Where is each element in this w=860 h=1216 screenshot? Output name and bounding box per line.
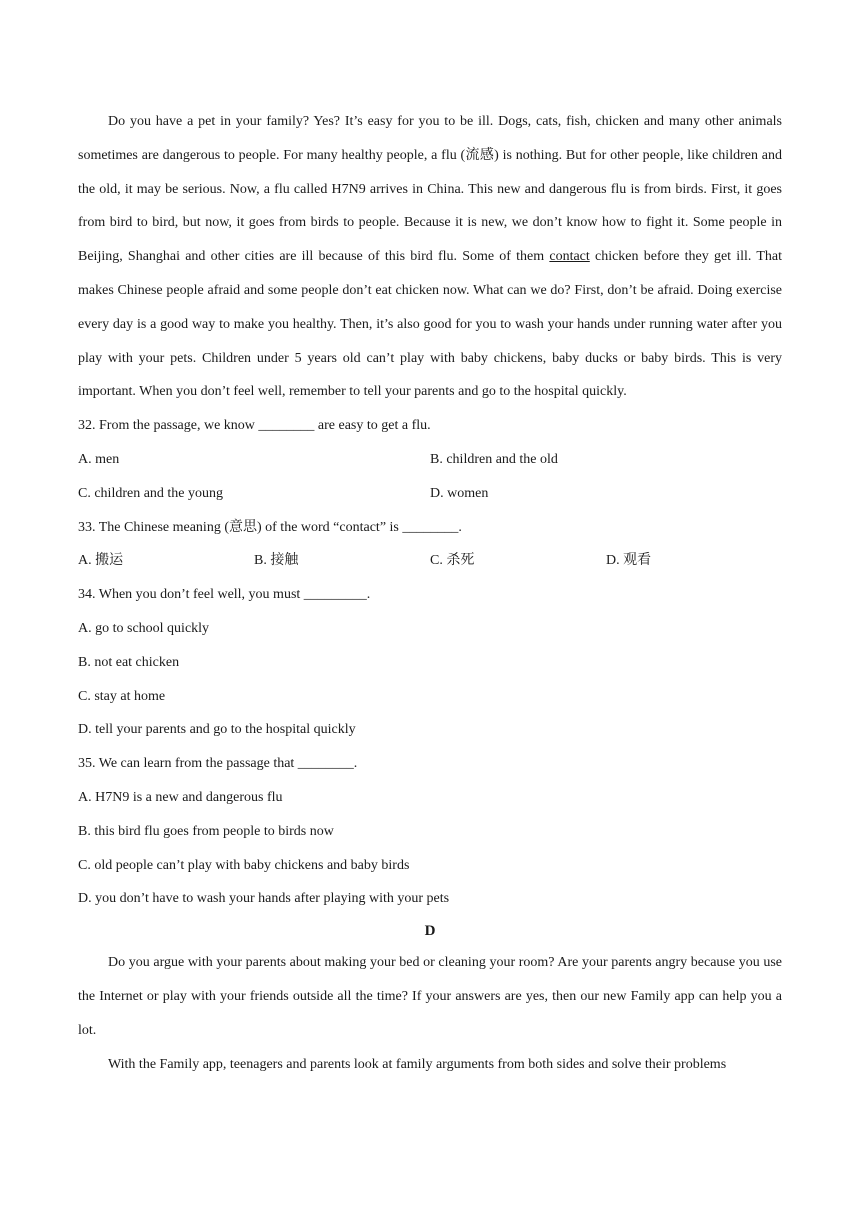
question-33-option-b: B. 接触 — [254, 553, 299, 569]
question-32-stem: 32. From the passage, we know ________ are easy to get a flu. — [78, 418, 431, 434]
question-32-option-c: C. children and the young — [78, 485, 224, 501]
passage-c-text-part2: chicken before they get ill. That makes Chinese people afraid and some people don’t eat chicken now. What can we do? First, don’t be afraid. Doing exercise every day is a good way to make you healthy. Then, it’s also good for you to wash your hands under running water after you play with your pets. Children under 5 years old can’t play with baby chickens, baby ducks or baby birds. This is very important. When you don’t feel well, remember to tell your parents and go to the hospital quickly. — [78, 249, 783, 400]
passage-d-paragraph-2: With the Family app, teenagers and parents look at family arguments from both sides and solve their problems — [108, 1056, 727, 1072]
document-page — [78, 105, 782, 1081]
question-35-option-d: D. you don’t have to wash your hands after playing with your pets — [78, 891, 450, 907]
passage-d-paragraph-1: Do you argue with your parents about making your bed or cleaning your room? Are your parents angry because you use the Internet or play with your friends outside all the time? If your answers are yes, then our new Family app can help you a lot. — [78, 955, 782, 1038]
question-33-stem: 33. The Chinese meaning (意思) of the word “contact” is ________. — [78, 519, 462, 535]
question-32-options-row1 — [78, 443, 782, 477]
question-35-option-b: B. this bird flu goes from people to birds now — [78, 823, 334, 839]
question-35-option-a: A. H7N9 is a new and dangerous flu — [78, 789, 283, 805]
question-34-stem: 34. When you don’t feel well, you must _________. — [78, 587, 371, 603]
question-34-option-d: D. tell your parents and go to the hospital quickly — [78, 722, 356, 738]
question-35-stem: 35. We can learn from the passage that ________. — [78, 756, 358, 772]
question-33-option-d: D. 观看 — [606, 553, 652, 569]
question-34-option-a: A. go to school quickly — [78, 620, 210, 636]
question-35-option-c: C. old people can’t play with baby chickens and baby birds — [78, 857, 410, 873]
question-32-options-row2 — [78, 477, 782, 511]
question-34-option-c: C. stay at home — [78, 688, 166, 704]
passage-d-heading: D — [424, 923, 436, 940]
question-32-option-b: B. children and the old — [430, 451, 558, 467]
passage-c-paragraph — [78, 105, 782, 409]
underlined-word-contact: contact — [549, 249, 590, 265]
question-32-option-d: D. women — [430, 485, 489, 501]
question-34-option-b: B. not eat chicken — [78, 654, 180, 670]
question-33-option-c: C. 杀死 — [430, 553, 475, 569]
question-32-option-a: A. men — [78, 451, 120, 467]
passage-c-text-part1: Do you have a pet in your family? Yes? It’s easy for you to be ill. Dogs, cats, fish, chicken and many other animals sometimes are dangerous to people. For many healthy people, a flu (流感) is nothing. But for other people, like children and the old, it may be serious. Now, a flu called H7N9 arrives in China. This new and dangerous flu is from birds. First, it goes from bird to bird, but now, it goes from birds to people. Because it is new, we don’t know how to fight it. Some people in Beijing, Shanghai and other cities are ill because of this bird flu. Some of them — [78, 114, 782, 265]
question-33-options — [78, 544, 782, 578]
question-33-option-a: A. 搬运 — [78, 553, 124, 569]
